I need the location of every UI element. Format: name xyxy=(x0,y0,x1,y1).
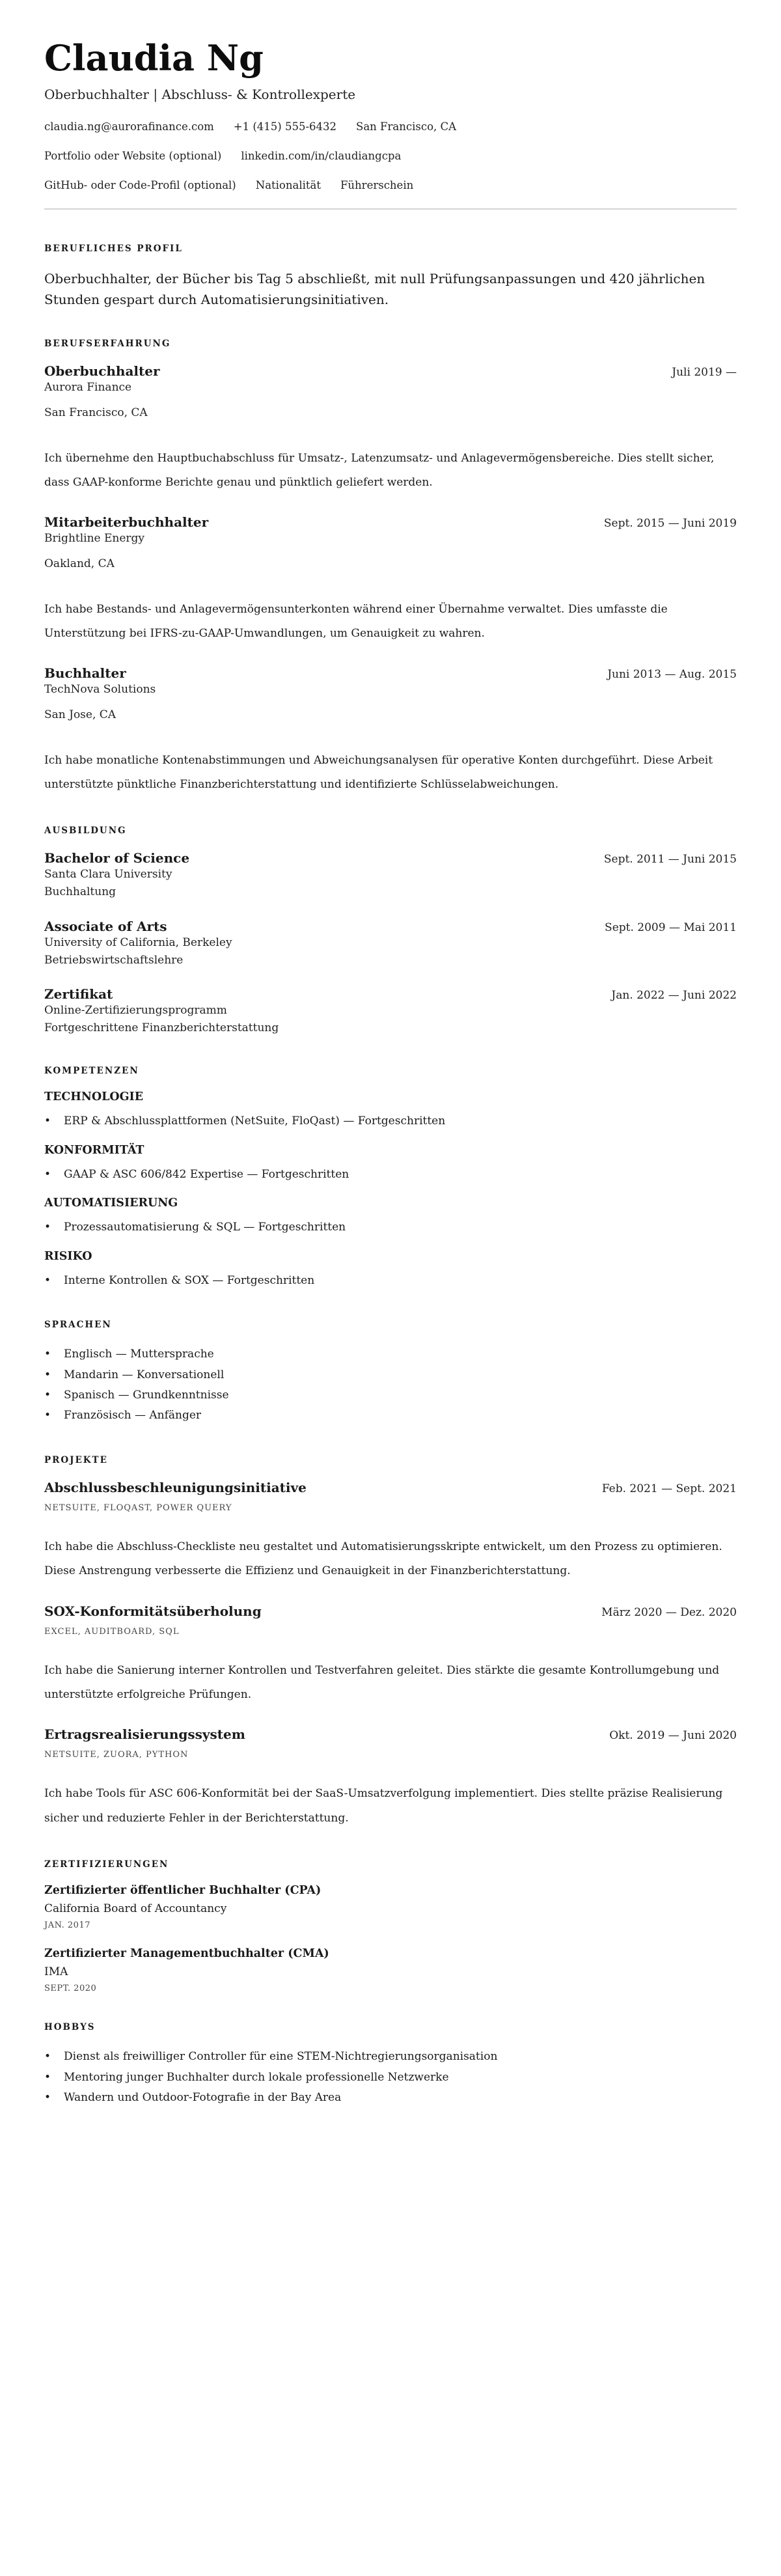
email-link[interactable]: claudia.ng@aurorafinance.com xyxy=(44,120,214,133)
project-header xyxy=(44,1603,737,1619)
skill-item: • ERP & Abschlussplattformen (NetSuite, FloQast) — Fortgeschritten xyxy=(44,1111,737,1131)
skill-list xyxy=(44,1217,737,1238)
hobby-item: • Wandern und Outdoor-Fotografie in der Bay Area xyxy=(44,2088,737,2108)
skill-group-heading: RISIKO xyxy=(44,1249,92,1263)
contact-row xyxy=(44,120,737,133)
project-entry xyxy=(44,1603,737,1708)
education-dates: Sept. 2011 — Juni 2015 xyxy=(603,853,737,866)
language-item: • Englisch — Muttersprache xyxy=(44,1344,737,1364)
field-of-study: Betriebswirtschaftslehre xyxy=(44,953,184,967)
project-description: Ich habe die Sanierung interner Kontrollen und Testverfahren geleitet. Dies stärkte die gesamte Kontrollumgebung und unterstützte erfolgreiche Prüfungen. xyxy=(44,1663,720,1702)
hobbies-section xyxy=(44,2022,737,2108)
project-tech: NETSUITE, FLOQAST, POWER QUERY xyxy=(44,1503,232,1513)
education-entry xyxy=(44,986,737,1037)
section-heading: HOBBYS xyxy=(44,2022,96,2033)
cert-issuer: IMA xyxy=(44,1965,68,1979)
cert-date: JAN. 2017 xyxy=(44,1920,90,1931)
project-tech: EXCEL, AUDITBOARD, SQL xyxy=(44,1626,180,1637)
job-header xyxy=(44,363,737,379)
project-title: Abschlussbeschleunigungsinitiative xyxy=(44,1479,307,1495)
job-entry xyxy=(44,665,737,797)
job-dates: Juni 2013 — Aug. 2015 xyxy=(607,668,737,682)
school: University of California, Berkeley xyxy=(44,935,232,949)
company: TechNova Solutions xyxy=(44,683,156,697)
section-heading: AUSBILDUNG xyxy=(44,825,127,837)
field-of-study: Fortgeschrittene Finanzberichterstattung xyxy=(44,1021,279,1035)
job-entry xyxy=(44,514,737,646)
job-entry xyxy=(44,363,737,495)
job-location: San Jose, CA xyxy=(44,708,116,721)
language-item: • Mandarin — Konversationell xyxy=(44,1365,737,1385)
languages-section xyxy=(44,1320,737,1426)
education-section xyxy=(44,825,737,1037)
project-title: Ertragsrealisierungssystem xyxy=(44,1726,245,1743)
skill-item: • Interne Kontrollen & SOX — Fortgeschritten xyxy=(44,1271,737,1291)
school: Santa Clara University xyxy=(44,868,172,881)
headline: Oberbuchhalter | Abschluss- & Kontrollexperte xyxy=(44,87,356,103)
location: San Francisco, CA xyxy=(356,120,457,133)
education-header xyxy=(44,986,737,1002)
section-heading: PROJEKTE xyxy=(44,1454,108,1465)
profile-summary: Oberbuchhalter, der Bücher bis Tag 5 abschließt, mit null Prüfungsanpassungen und 420 jährlichen Stunden gespart durch Automatisierungsinitiativen. xyxy=(44,271,706,308)
project-header xyxy=(44,1726,737,1742)
section-heading: BERUFSERFAHRUNG xyxy=(44,339,171,350)
project-title: SOX-Konformitätsüberholung xyxy=(44,1603,262,1619)
section-heading: SPRACHEN xyxy=(44,1320,112,1331)
job-title: Oberbuchhalter xyxy=(44,363,160,380)
project-dates: Feb. 2021 — Sept. 2021 xyxy=(601,1482,737,1495)
job-dates: Juli 2019 — xyxy=(672,366,737,380)
contact-row xyxy=(44,150,737,162)
certifications-section xyxy=(44,1859,737,1993)
project-header xyxy=(44,1480,737,1495)
hobby-item: • Mentoring junger Buchhalter durch lokale professionelle Netzwerke xyxy=(44,2068,737,2088)
cert-title: Zertifizierter öffentlicher Buchhalter (CPA) xyxy=(44,1884,322,1898)
drivers-license: Führerschein xyxy=(340,179,414,192)
education-header xyxy=(44,850,737,866)
project-tech: NETSUITE, ZUORA, PYTHON xyxy=(44,1750,189,1760)
resume-header xyxy=(44,39,737,191)
school: Online-Zertifizierungsprogramm xyxy=(44,1004,227,1018)
skill-item: • Prozessautomatisierung & SQL — Fortgeschritten xyxy=(44,1217,737,1238)
skill-group-heading: TECHNOLOGIE xyxy=(44,1090,144,1104)
project-entry xyxy=(44,1726,737,1831)
cert-issuer: California Board of Accountancy xyxy=(44,1902,227,1916)
skill-item: • GAAP & ASC 606/842 Expertise — Fortgeschritten xyxy=(44,1165,737,1185)
job-title: Buchhalter xyxy=(44,665,126,682)
degree: Associate of Arts xyxy=(44,918,167,934)
project-dates: Okt. 2019 — Juni 2020 xyxy=(609,1729,737,1743)
job-location: San Francisco, CA xyxy=(44,406,148,419)
skill-list xyxy=(44,1111,737,1131)
divider xyxy=(44,208,737,210)
company: Aurora Finance xyxy=(44,381,132,395)
education-dates: Jan. 2022 — Juni 2022 xyxy=(611,989,737,1003)
projects-section xyxy=(44,1455,737,1831)
profile-section xyxy=(44,243,737,310)
hobbies-list xyxy=(44,2047,737,2108)
candidate-name: Claudia Ng xyxy=(44,37,264,79)
project-dates: März 2020 — Dez. 2020 xyxy=(601,1605,737,1619)
portfolio-link[interactable]: Portfolio oder Website (optional) xyxy=(44,150,222,163)
education-entry xyxy=(44,919,737,969)
education-header xyxy=(44,919,737,934)
job-header xyxy=(44,665,737,681)
degree: Bachelor of Science xyxy=(44,850,190,866)
education-dates: Sept. 2009 — Mai 2011 xyxy=(605,921,737,934)
skill-list xyxy=(44,1165,737,1185)
skill-list xyxy=(44,1271,737,1291)
language-item: • Spanisch — Grundkenntnisse xyxy=(44,1385,737,1406)
languages-list xyxy=(44,1344,737,1426)
language-item: • Französisch — Anfänger xyxy=(44,1406,737,1426)
linkedin-link[interactable]: linkedin.com/in/claudiangcpa xyxy=(241,150,402,163)
degree: Zertifikat xyxy=(44,986,113,1003)
job-location: Oakland, CA xyxy=(44,557,115,570)
job-title: Mitarbeiterbuchhalter xyxy=(44,514,209,531)
github-link[interactable]: GitHub- oder Code-Profil (optional) xyxy=(44,179,236,192)
phone: +1 (415) 555-6432 xyxy=(233,120,337,133)
cert-title: Zertifizierter Managementbuchhalter (CMA) xyxy=(44,1947,329,1961)
job-dates: Sept. 2015 — Juni 2019 xyxy=(603,517,737,531)
contact-row xyxy=(44,179,737,191)
project-entry xyxy=(44,1480,737,1584)
project-description: Ich habe die Abschluss-Checkliste neu gestaltet und Automatisierungsskripte entwickelt, um den Prozess zu optimieren. Diese Anstrengung verbesserte die Effizienz und Genauigkeit in der Finanzberichterstattung. xyxy=(44,1540,722,1578)
education-entry xyxy=(44,850,737,901)
project-description: Ich habe Tools für ASC 606-Konformität bei der SaaS-Umsatzverfolgung implementiert. Dies stellte präzise Realisierung sicher und reduzierte Fehler in der Berichterstattung. xyxy=(44,1787,723,1825)
job-description: Ich habe Bestands- und Anlagevermögensunterkonten während einer Übernahme verwaltet. Dies umfasste die Unterstützung bei IFRS-zu-GAAP-Umwandlungen, um Genauigkeit zu wahren. xyxy=(44,602,668,640)
section-heading: KOMPETENZEN xyxy=(44,1066,139,1077)
experience-section xyxy=(44,339,737,797)
skill-group-heading: KONFORMITÄT xyxy=(44,1143,144,1157)
job-description: Ich habe monatliche Kontenabstimmungen und Abweichungsanalysen für operative Konten durchgeführt. Diese Arbeit unterstützte pünktliche Finanzberichterstattung und identifizierte Schlüsselabweichungen. xyxy=(44,753,713,791)
hobby-item: • Dienst als freiwilliger Controller für eine STEM-Nichtregierungsorganisation xyxy=(44,2047,737,2067)
nationality: Nationalität xyxy=(255,179,321,192)
company: Brightline Energy xyxy=(44,532,145,546)
cert-date: SEPT. 2020 xyxy=(44,1984,97,1994)
job-description: Ich übernehme den Hauptbuchabschluss für Umsatz-, Latenzumsatz- und Anlagevermögensbereiche. Dies stellt sicher, dass GAAP-konforme Berichte genau und pünktlich geliefert werden. xyxy=(44,451,715,489)
skills-section xyxy=(44,1066,737,1291)
section-heading: ZERTIFIZIERUNGEN xyxy=(44,1859,169,1870)
skill-group-heading: AUTOMATISIERUNG xyxy=(44,1197,178,1210)
section-heading: BERUFLICHES PROFIL xyxy=(44,243,183,255)
field-of-study: Buchhaltung xyxy=(44,885,116,899)
job-header xyxy=(44,514,737,530)
